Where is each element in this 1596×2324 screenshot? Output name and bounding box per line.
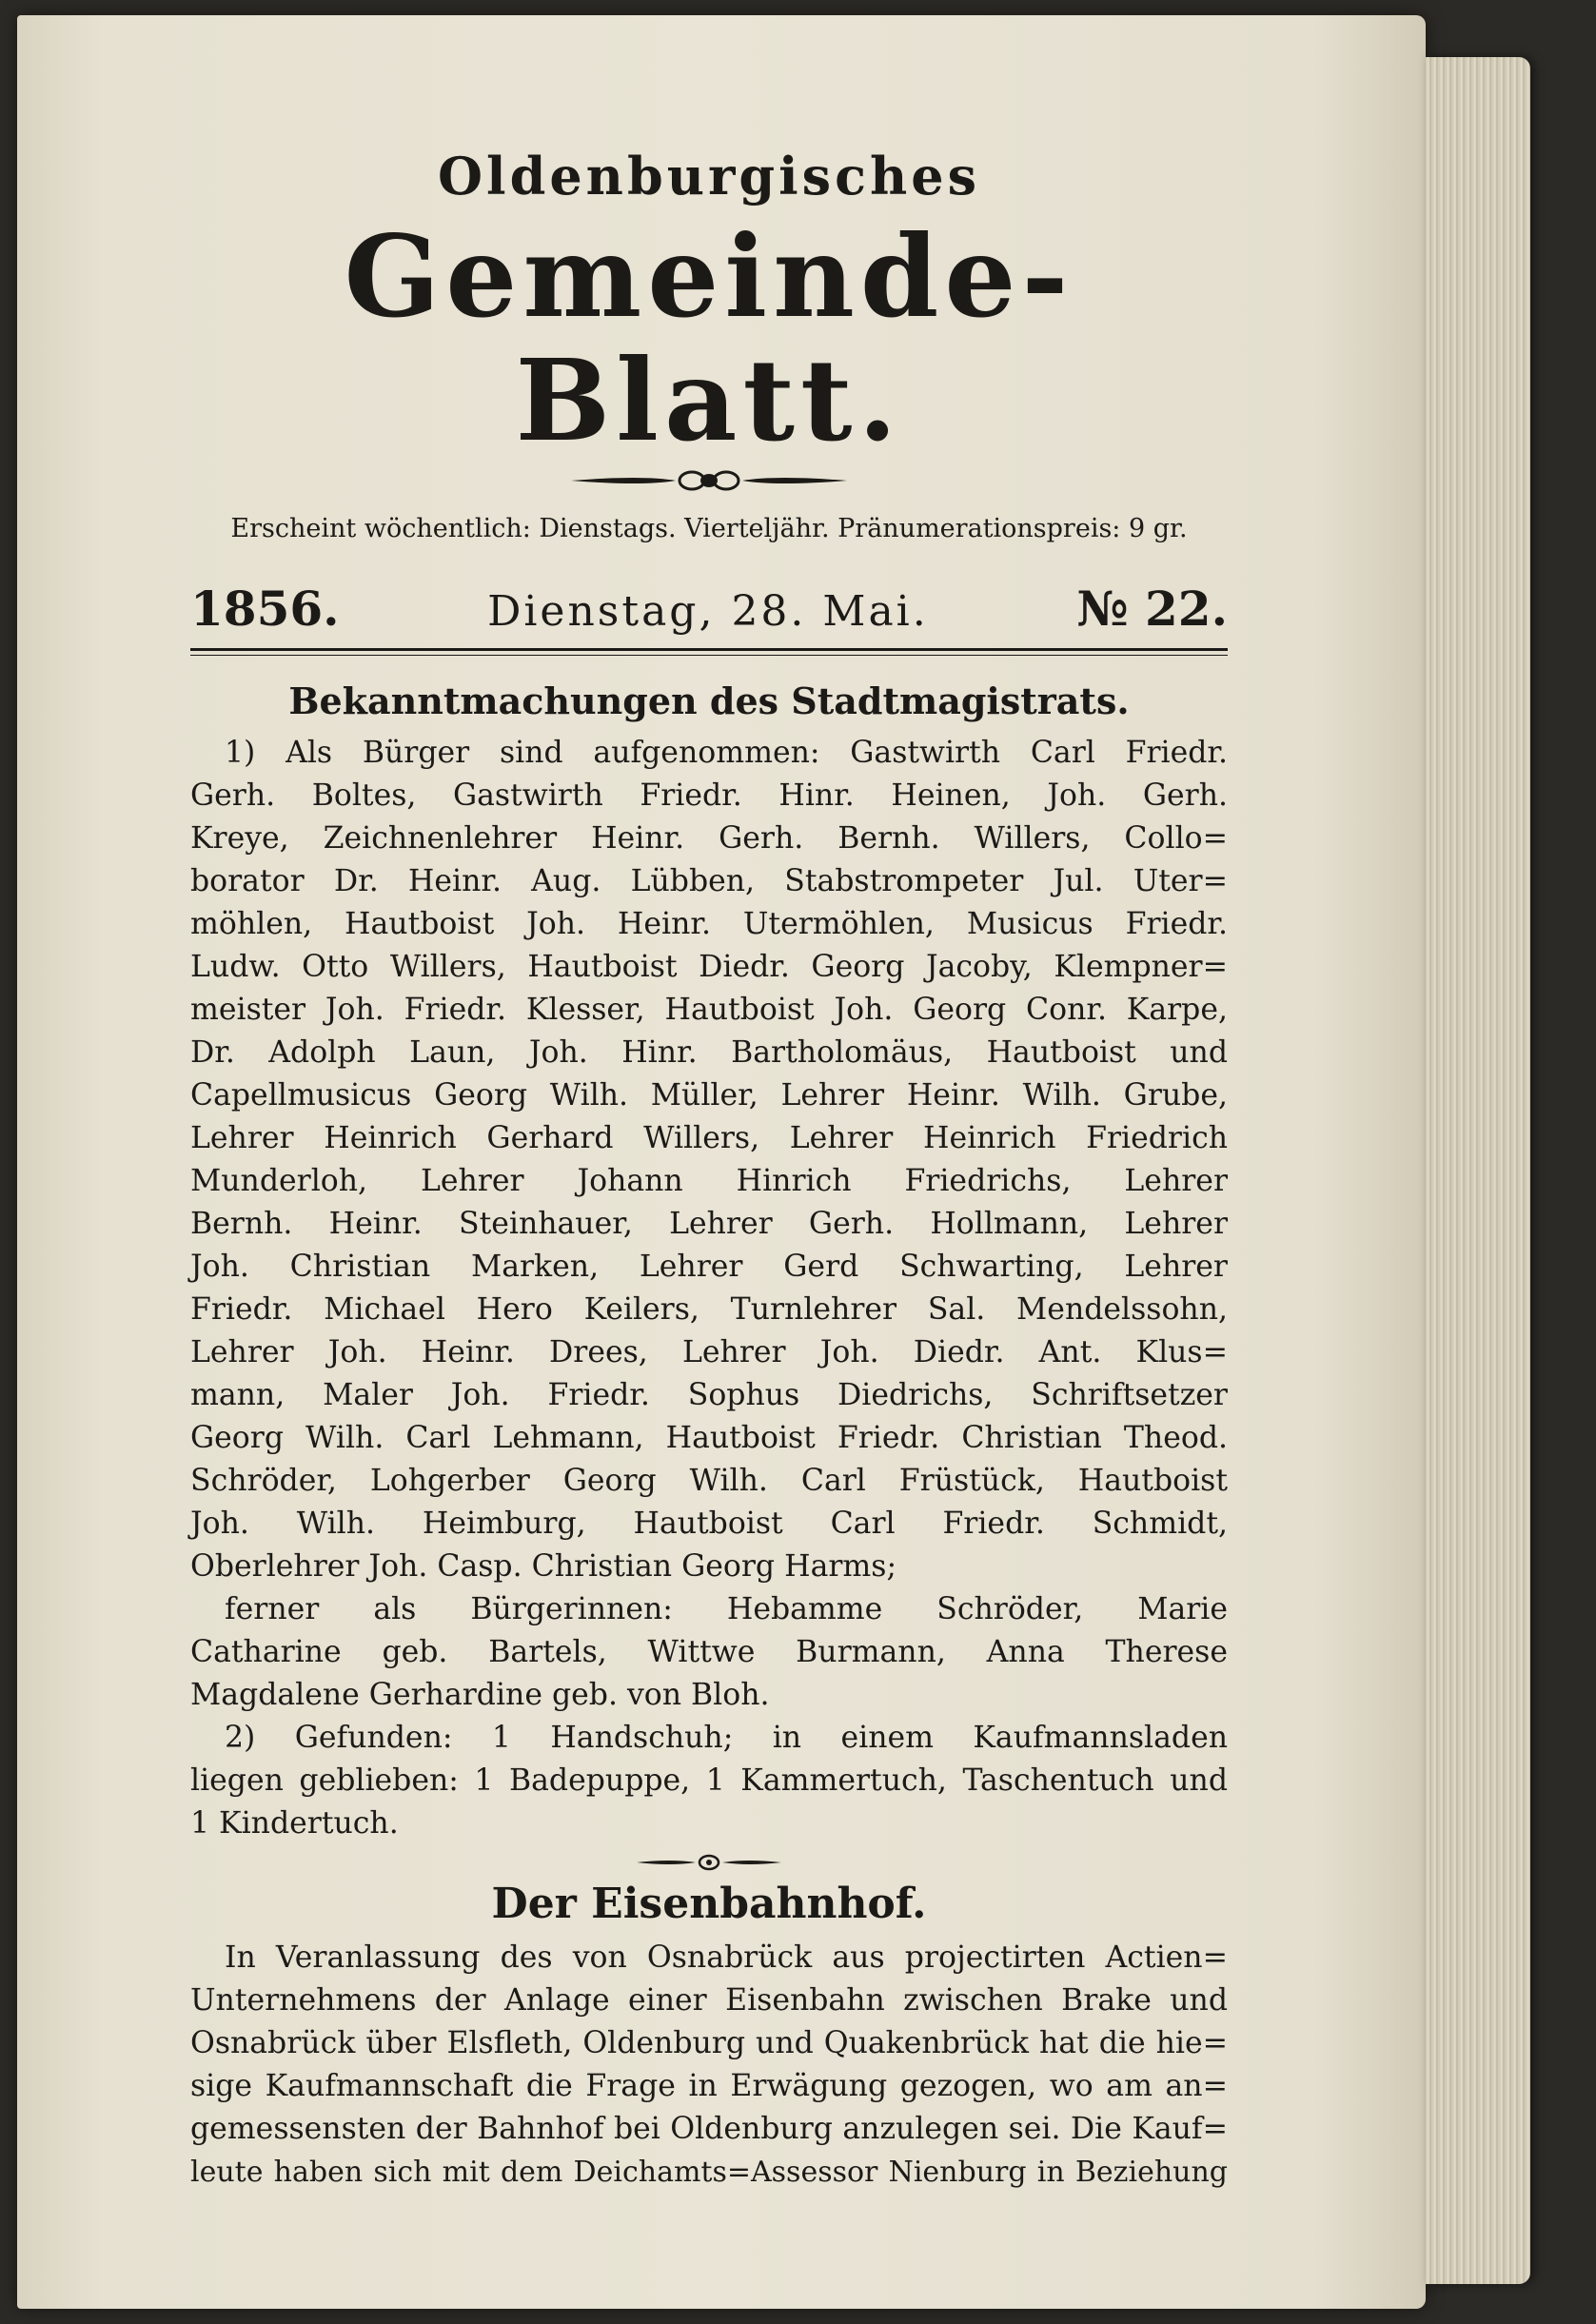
section-divider-ornament-icon <box>633 1853 785 1872</box>
text-line: Kreye, Zeichnenlehrer Heinr. Gerh. Bernh. Willers, Collo= <box>190 821 1228 856</box>
text-line: leute haben sich mit dem Deichamts=Assessor Nienburg in Beziehung <box>190 2156 1228 2189</box>
text-line: Bernh. Heinr. Steinhauer, Lehrer Gerh. Hollmann, Lehrer <box>190 1207 1228 1241</box>
issue-dateline <box>190 582 1228 639</box>
text-line: möhlen, Hautboist Joh. Heinr. Utermöhlen, Musicus Friedr. <box>190 907 1228 941</box>
text-line: meister Joh. Friedr. Klesser, Hautboist Joh. Georg Conr. Karpe, <box>190 993 1228 1027</box>
text-line: mann, Maler Joh. Friedr. Sophus Diedrichs, Schriftsetzer <box>190 1378 1228 1412</box>
book-page-edges <box>1426 57 1530 2284</box>
text-line: liegen geblieben: 1 Badepuppe, 1 Kammertuch, Taschentuch und <box>190 1763 1228 1798</box>
text-line: Georg Wilh. Carl Lehmann, Hautboist Friedr. Christian Theod. <box>190 1421 1228 1455</box>
text-line: Gerh. Boltes, Gastwirth Friedr. Hinr. Heinen, Joh. Gerh. <box>190 778 1228 813</box>
masthead-ornament-icon <box>566 466 852 495</box>
text-line: Capellmusicus Georg Wilh. Müller, Lehrer Heinr. Wilh. Grube, <box>190 1078 1228 1113</box>
text-line: Catharine geb. Bartels, Wittwe Burmann, Anna Therese <box>190 1635 1228 1669</box>
text-line: gemessensten der Bahnhof bei Oldenburg anzulegen sei. Die Kauf= <box>190 2112 1228 2146</box>
issue-year: 1856. <box>190 581 340 637</box>
text-line: Dr. Adolph Laun, Joh. Hinr. Bartholomäus, Hautboist und <box>190 1035 1228 1070</box>
section-title-railway-station: Der Eisenbahnhof. <box>491 1880 927 1928</box>
issue-date: Dienstag, 28. Mai. <box>487 587 929 636</box>
page-content <box>190 143 1228 2194</box>
issue-number: № 22. <box>1076 581 1228 637</box>
text-line: 1) Als Bürger sind aufgenommen: Gastwirth Carl Friedr. <box>225 736 1228 770</box>
text-line: Friedr. Michael Hero Keilers, Turnlehrer Sal. Mendelssohn, <box>190 1292 1228 1327</box>
text-line: borator Dr. Heinr. Aug. Lübben, Stabstrompeter Jul. Uter= <box>190 864 1228 898</box>
text-line: sige Kaufmannschaft die Frage in Erwägung gezogen, wo am an= <box>190 2069 1228 2103</box>
text-line: Lehrer Heinrich Gerhard Willers, Lehrer Heinrich Friedrich <box>190 1121 1228 1155</box>
text-line: 2) Gefunden: 1 Handschuh; in einem Kaufmannsladen <box>225 1721 1228 1755</box>
publication-info: Erscheint wöchentlich: Dienstags. Vierteljähr. Pränumerationspreis: 9 gr. <box>230 514 1188 543</box>
masthead-title: Gemeinde-Blatt. <box>344 210 1074 466</box>
text-line: Magdalene Gerhardine geb. von Bloh. <box>190 1678 770 1712</box>
text-line: Oberlehrer Joh. Casp. Christian Georg Harms; <box>190 1549 897 1584</box>
text-line: Schröder, Lohgerber Georg Wilh. Carl Früstück, Hautboist <box>190 1464 1228 1498</box>
announcement-found-items <box>190 1717 1228 1845</box>
masthead-top: Oldenburgisches <box>438 146 980 207</box>
text-line: Lehrer Joh. Heinr. Drees, Lehrer Joh. Diedr. Ant. Klus= <box>190 1335 1228 1369</box>
section-title-announcements: Bekanntmachungen des Stadtmagistrats. <box>288 679 1130 722</box>
text-line: Ludw. Otto Willers, Hautboist Diedr. Georg Jacoby, Klempner= <box>190 950 1228 984</box>
text-line: Munderloh, Lehrer Johann Hinrich Friedrichs, Lehrer <box>190 1164 1228 1198</box>
text-line: Joh. Christian Marken, Lehrer Gerd Schwarting, Lehrer <box>190 1250 1228 1284</box>
announcement-female-citizens <box>190 1588 1228 1717</box>
text-line: Joh. Wilh. Heimburg, Hautboist Carl Friedr. Schmidt, <box>190 1507 1228 1541</box>
text-line: Osnabrück über Elsfleth, Oldenburg und Quakenbrück hat die hie= <box>190 2026 1228 2060</box>
text-line: In Veranlassung des von Osnabrück aus projectirten Actien= <box>225 1940 1228 1975</box>
text-line: ferner als Bürgerinnen: Hebamme Schröder, Marie <box>225 1592 1228 1626</box>
text-line: 1 Kindertuch. <box>190 1806 399 1841</box>
article-railway-station <box>190 1937 1228 2194</box>
announcement-citizens <box>190 732 1228 1588</box>
text-line: Unternehmens der Anlage einer Eisenbahn zwischen Brake und <box>190 1983 1228 2018</box>
header-rule <box>190 648 1228 656</box>
